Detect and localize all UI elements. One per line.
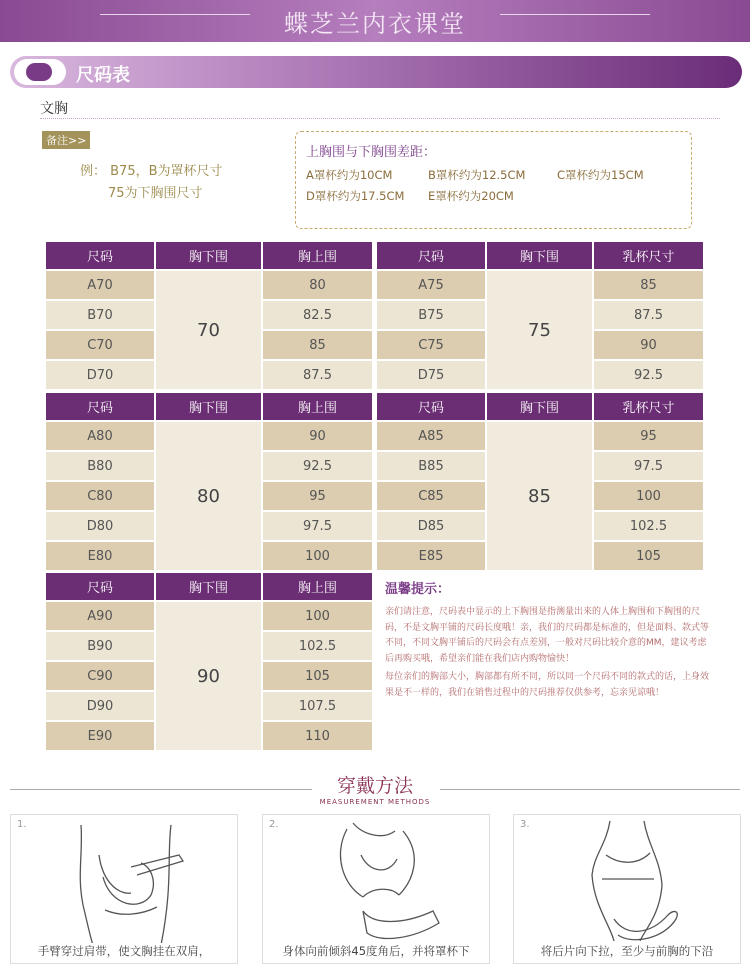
col-header-size: 尺码	[377, 242, 485, 269]
col-header-overbust: 胸上围	[263, 393, 372, 420]
size-cell: A80	[46, 422, 154, 450]
bust-difference-box	[295, 131, 692, 229]
size-cell: D90	[46, 692, 154, 720]
underbust-value: 80	[156, 422, 261, 570]
col-header-underbust: 胸下围	[156, 393, 261, 420]
size-cell: A85	[377, 422, 485, 450]
size-cell: E80	[46, 542, 154, 570]
example-line-1: 例： B75，B为罩杯尺寸	[80, 164, 223, 179]
cup-cell: 85	[594, 271, 703, 299]
overbust-cell: 107.5	[263, 692, 372, 720]
cup-diff-item: C罩杯约为15CM	[557, 168, 644, 182]
underbust-value: 75	[487, 271, 592, 389]
banner-title: 蝶芝兰内衣课堂	[284, 10, 466, 38]
col-header-cup: 乳杯尺寸	[594, 242, 703, 269]
overbust-cell: 95	[263, 482, 372, 510]
size-cell: D80	[46, 512, 154, 540]
cup-diff-item: D罩杯约为17.5CM	[306, 189, 405, 203]
table-row	[377, 422, 703, 450]
col-header-underbust: 胸下围	[156, 573, 261, 600]
cup-cell: 95	[594, 422, 703, 450]
table-row	[377, 271, 703, 299]
cup-cell: 90	[594, 331, 703, 359]
cup-cell: 100	[594, 482, 703, 510]
size-cell: B75	[377, 301, 485, 329]
overbust-cell: 110	[263, 722, 372, 750]
step-caption: 手臂穿过肩带，使文胸挂在双肩，	[11, 943, 237, 959]
warm-tips	[385, 578, 710, 704]
size-cell: B80	[46, 452, 154, 480]
cup-cell: 87.5	[594, 301, 703, 329]
underbust-value: 90	[156, 602, 261, 750]
example-line-2: 75为下胸围尺寸	[108, 186, 203, 201]
wear-method-subtitle: MEASUREMENT METHODS	[319, 798, 431, 806]
step-caption: 将后片向下拉，至少与前胸的下沿	[514, 943, 740, 959]
overbust-cell: 80	[263, 271, 372, 299]
header-banner	[0, 0, 750, 42]
size-cell: E90	[46, 722, 154, 750]
size-cell: C90	[46, 662, 154, 690]
col-header-size: 尺码	[46, 393, 154, 420]
overbust-cell: 102.5	[263, 632, 372, 660]
overbust-cell: 90	[263, 422, 372, 450]
overbust-cell: 100	[263, 602, 372, 630]
size-cell: B70	[46, 301, 154, 329]
step-1-illustration-icon	[11, 815, 239, 945]
overbust-cell: 100	[263, 542, 372, 570]
col-header-size: 尺码	[46, 573, 154, 600]
warm-tips-paragraph: 每位亲们的胸部大小，胸部都有所不同，所以同一个尺码不同的款式的话，上身效果是不一样的，我们在销售过程中的尺码推荐仅供参考，忘亲见谅哦！	[385, 672, 710, 698]
overbust-cell: 97.5	[263, 512, 372, 540]
dotted-divider	[40, 118, 720, 119]
col-header-size: 尺码	[377, 393, 485, 420]
size-table-85	[375, 391, 705, 572]
step-number: 2.	[269, 819, 279, 830]
size-cell: D75	[377, 361, 485, 389]
size-cell: A90	[46, 602, 154, 630]
overbust-cell: 85	[263, 331, 372, 359]
table-row	[46, 602, 372, 630]
warm-tips-heading: 温馨提示：	[385, 582, 451, 597]
underbust-value: 70	[156, 271, 261, 389]
size-cell: A70	[46, 271, 154, 299]
category-heading: 文胸	[40, 101, 68, 117]
size-cell: B85	[377, 452, 485, 480]
underbust-value: 85	[487, 422, 592, 570]
col-header-underbust: 胸下围	[487, 242, 592, 269]
cup-diff-item: A罩杯约为10CM	[306, 168, 393, 182]
wear-step-1	[10, 814, 238, 964]
size-cell: C75	[377, 331, 485, 359]
warm-tips-paragraph: 亲们请注意，尺码表中显示的上下胸围是指测量出来的人体上胸围和下胸围的尺码，不是文胸平铺的尺码长度哦！亲，我们的尺码都是标准的，但是面料、款式等不同，不同文胸平铺后的尺码会有点差别，一般对尺码比较介意的MM，建议考虑后再购买哦，希望亲们能在我们店内购物愉快！	[385, 607, 710, 664]
step-3-illustration-icon	[514, 815, 742, 945]
overbust-cell: 105	[263, 662, 372, 690]
wear-step-2	[262, 814, 490, 964]
size-cell: E85	[377, 542, 485, 570]
wear-method-title: 穿戴方法	[336, 775, 413, 797]
section-title: 尺码表	[76, 65, 130, 86]
col-header-overbust: 胸上围	[263, 573, 372, 600]
bust-difference-heading: 上胸围与下胸围差距：	[306, 145, 437, 160]
size-cell: C80	[46, 482, 154, 510]
size-cell: D85	[377, 512, 485, 540]
section-badge-icon	[14, 59, 66, 85]
cup-cell: 102.5	[594, 512, 703, 540]
step-number: 1.	[17, 819, 27, 830]
size-example	[80, 161, 223, 205]
banner-divider-right	[500, 14, 650, 15]
size-cell: D70	[46, 361, 154, 389]
cup-diff-item: B罩杯约为12.5CM	[428, 168, 526, 182]
size-table-70	[44, 240, 374, 391]
step-2-illustration-icon	[263, 815, 491, 945]
wear-step-3	[513, 814, 741, 964]
col-header-size: 尺码	[46, 242, 154, 269]
col-header-overbust: 胸上围	[263, 242, 372, 269]
size-cell: B90	[46, 632, 154, 660]
overbust-cell: 92.5	[263, 452, 372, 480]
cup-diff-item: E罩杯约为20CM	[428, 189, 514, 203]
size-cell: C70	[46, 331, 154, 359]
col-header-cup: 乳杯尺寸	[594, 393, 703, 420]
size-table-80	[44, 391, 374, 572]
cup-cell: 92.5	[594, 361, 703, 389]
cup-cell: 97.5	[594, 452, 703, 480]
size-cell: A75	[377, 271, 485, 299]
col-header-underbust: 胸下围	[156, 242, 261, 269]
table-row	[46, 422, 372, 450]
step-caption: 身体向前倾斜45度角后，并将罩杯下	[263, 943, 489, 959]
size-cell: C85	[377, 482, 485, 510]
size-table-75	[375, 240, 705, 391]
overbust-cell: 87.5	[263, 361, 372, 389]
size-chart-section-bar	[10, 56, 742, 88]
cup-cell: 105	[594, 542, 703, 570]
table-row	[46, 271, 372, 299]
step-number: 3.	[520, 819, 530, 830]
size-table-90	[44, 571, 374, 752]
note-tag: 备注>>	[42, 131, 90, 149]
col-header-underbust: 胸下围	[487, 393, 592, 420]
overbust-cell: 82.5	[263, 301, 372, 329]
